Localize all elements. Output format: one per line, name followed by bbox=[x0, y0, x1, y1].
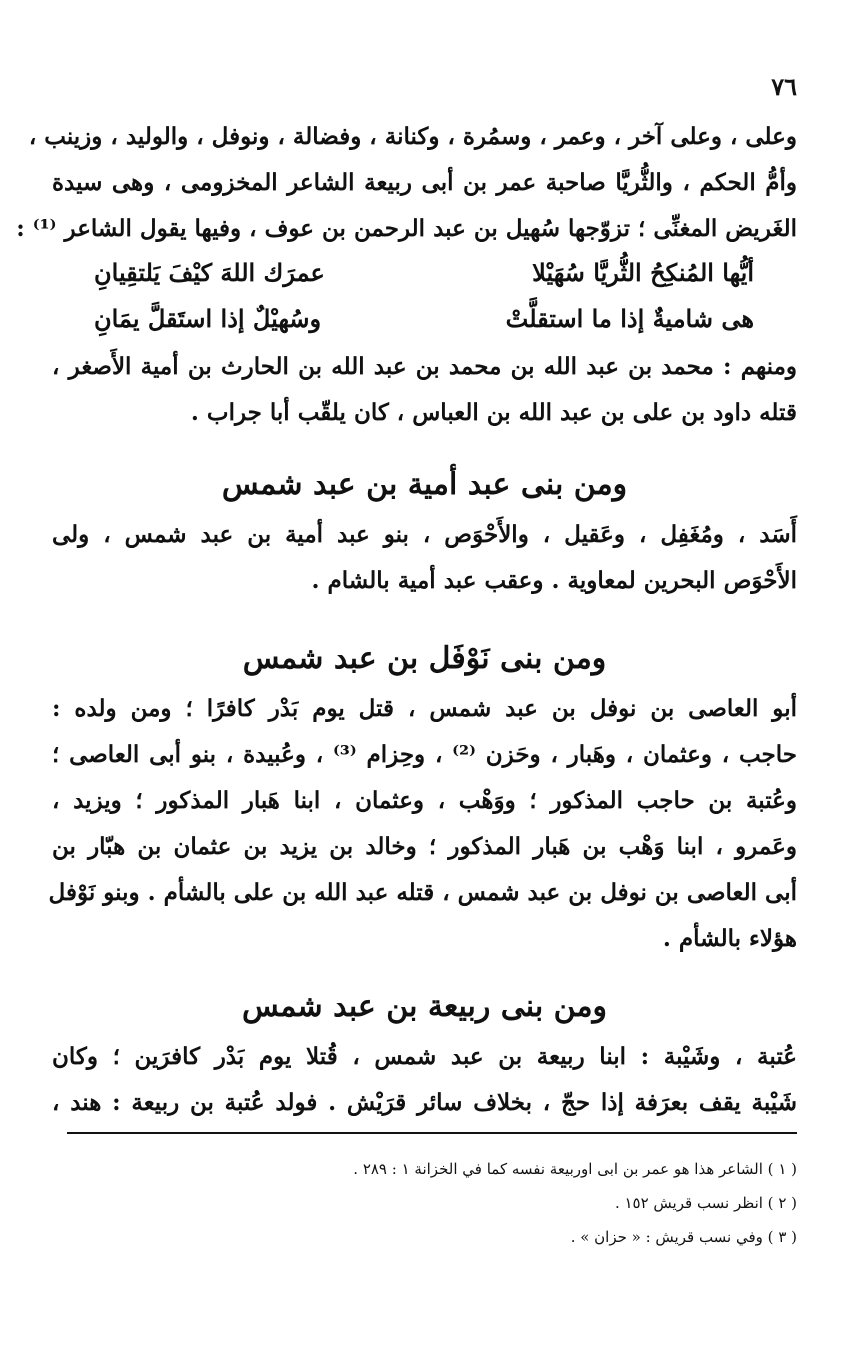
intro-paragraph bbox=[16, 114, 797, 252]
after-poem-paragraph bbox=[52, 344, 797, 436]
poem-verse bbox=[94, 250, 754, 296]
text-line: الأَحْوَص البحرين لمعاوية . وعقب عبد أمية بالشام . bbox=[311, 567, 797, 594]
text-line: وعلى ، وعلى آخر ، وعمر ، وسمُرة ، وكنانة ، وفضالة ، ونوفل ، والوليد ، وزينب ، bbox=[28, 123, 797, 150]
verse-second-hemistich: عمرَك اللهَ كيْفَ يَلتقِيانِ bbox=[94, 258, 325, 287]
text-line: شَيْبة يقف بعرَفة إذا حجّ ، بخلاف سائر قرَيْش . فولد عُتبة بن ربيعة : هند ، bbox=[52, 1089, 797, 1116]
text-line: حاجب ، وعثمان ، وهَبار ، وحَزن ⁽²⁾ ، وحِزام ⁽³⁾ ، وعُبيدة ، بنو أبى العاصى ؛ bbox=[52, 741, 797, 768]
text-line: أبى العاصى بن نوفل بن عبد شمس ، قتله عبد الله بن على بالشأم . وبنو نَوْفل bbox=[48, 879, 797, 906]
text-line: قتله داود بن على بن عبد الله بن العباس ، كان يلقّب أبا جراب . bbox=[190, 399, 797, 426]
page-number: ٧٦ bbox=[771, 72, 797, 101]
section-paragraph bbox=[48, 686, 797, 962]
verse-first-hemistich: أيُّها المُنكِحُ الثُّريَّا سُهَيْلا bbox=[532, 258, 754, 287]
text-line: ومنهم : محمد بن عبد الله بن محمد بن عبد الله بن الحارث بن أمية الأَصغر ، bbox=[52, 353, 797, 380]
text-line: عُتبة ، وشَيْبة : ابنا ربيعة بن عبد شمس ، قُتلا يوم بَدْر كافرَين ؛ وكان bbox=[52, 1043, 797, 1070]
text-line: وعَمرو ، ابنا وَهْب بن هَبار المذكور ؛ وخالد بن يزيد بن عثمان بن هبّار بن bbox=[52, 833, 797, 860]
text-line: الغَريض المغنِّى ؛ تزوّجها سُهيل بن عبد الرحمن بن عوف ، وفيها يقول الشاعر ⁽¹⁾ : bbox=[16, 215, 797, 242]
section-heading: ومن بنى نَوْفَل بن عبد شمس bbox=[242, 641, 607, 676]
section-paragraph bbox=[52, 1034, 797, 1126]
text-line: أبو العاصى بن نوفل بن عبد شمس ، قتل يوم بَدْر كافرًا ؛ ومن ولده : bbox=[52, 695, 797, 722]
footnote: ( ٣ ) وفي نسب قريش : « حزان » . bbox=[570, 1228, 797, 1246]
section-heading: ومن بنى ربيعة بن عبد شمس bbox=[241, 989, 608, 1024]
footnote-divider bbox=[67, 1132, 797, 1134]
section-heading: ومن بنى عبد أمية بن عبد شمس bbox=[221, 467, 628, 502]
verse-first-hemistich: هى شاميةٌ إذا ما استقلَّتْ bbox=[505, 304, 754, 333]
text-line: أَسَد ، ومُغَفِل ، وعَقيل ، والأَحْوَص ، بنو عبد أمية بن عبد شمس ، ولى bbox=[52, 521, 797, 548]
footnotes bbox=[52, 1152, 797, 1254]
text-line: وأمُّ الحكم ، والثُّريَّا صاحبة عمر بن أبى ربيعة الشاعر المخزومى ، وهى سيدة bbox=[52, 169, 797, 196]
section-paragraph bbox=[52, 512, 797, 604]
text-line: وعُتبة بن حاجب المذكور ؛ ووَهْب ، وعثمان ، ابنا هَبار المذكور ؛ ويزيد ، bbox=[52, 787, 797, 814]
text-line: هؤلاء بالشأم . bbox=[662, 925, 797, 952]
footnote: ( ٢ ) انظر نسب قريش ١٥٢ . bbox=[614, 1194, 797, 1212]
poem-verse bbox=[94, 296, 754, 342]
footnote: ( ١ ) الشاعر هذا هو عمر بن ابى اوربيعة نفسه كما في الخزانة ١ : ٢٨٩ . bbox=[353, 1160, 797, 1178]
verse-second-hemistich: وسُهيْلٌ إذا استَقلَّ يمَانِ bbox=[94, 304, 322, 333]
poem bbox=[94, 250, 754, 342]
